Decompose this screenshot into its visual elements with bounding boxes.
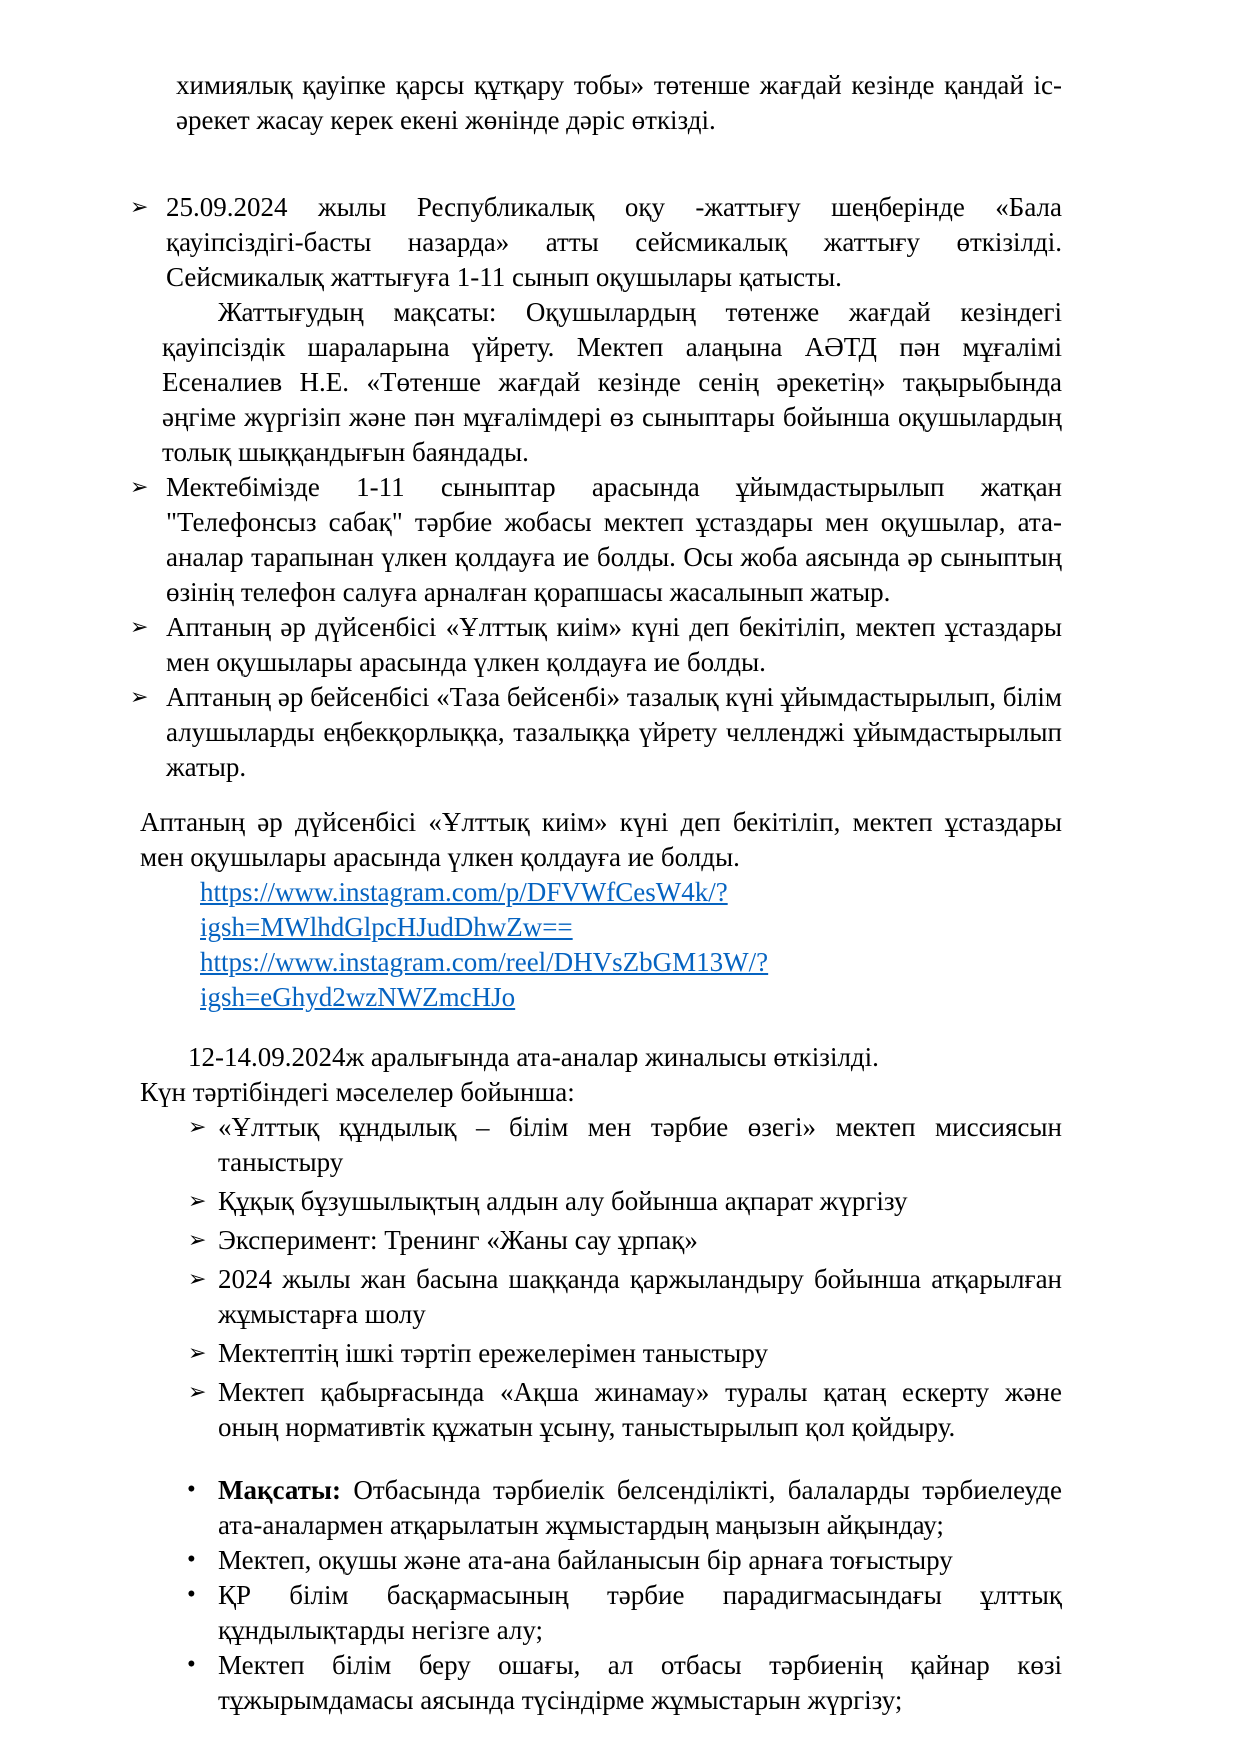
vertical-spacer — [140, 1449, 1062, 1473]
goal-text: Мектеп, оқушы және ата-ана байланысын бір арнаға тоғыстыру — [218, 1545, 953, 1575]
activity-text: Мектебімізде 1-11 сыныптар арасында ұйымдастырылып жатқан "Телефонсыз сабақ" тәрбие жобасы мектеп ұстаздары мен оқушылар, ата-аналар тарапынан үлкен қолдауға ие болды. Осы жоба аясында әр сыныптың өзінің телефон салуға арналған қорапшасы жасалынып жатыр. — [166, 472, 1062, 607]
agenda-list-item — [190, 1110, 1062, 1180]
activity-text: Аптаның әр дүйсенбісі «Ұлттық киім» күні деп бекітіліп, мектеп ұстаздары мен оқушылары арасында үлкен қолдауға ие болды. — [166, 612, 1062, 677]
agenda-text: Мектептің ішкі тәртіп ережелерімен таныстыру — [218, 1338, 768, 1368]
arrow-bullet-icon: ➢ — [188, 1228, 207, 1253]
intro-continuation-paragraph: химиялық қауіпке қарсы құтқару тобы» төтенше жағдай кезінде қандай іс-әрекет жасау керек екені жөнінде дәріс өткізді. — [176, 70, 1062, 135]
link-row — [200, 875, 1062, 945]
agenda-list — [140, 1110, 1062, 1445]
goal-body: Отбасында тәрбиелік белсенділікті, балаларды тәрбиелеуде ата-аналармен атқарылатын жұмыстардың маңызын айқындау; — [218, 1475, 1062, 1540]
dot-bullet-icon: • — [187, 1476, 196, 1503]
agenda-text: Мектеп қабырғасында «Ақша жинамау» туралы қатаң ескерту және оның нормативтік құжатын ұсыну, таныстырылып қол қойдыру. — [218, 1377, 1062, 1442]
dot-bullet-icon: • — [187, 1546, 196, 1573]
goals-list — [140, 1473, 1062, 1718]
arrow-bullet-icon: ➢ — [188, 1341, 207, 1366]
instagram-reel-link[interactable]: https://www.instagram.com/reel/DHVsZbGM13W/?igsh=eGhyd2wzNWZmcHJo — [200, 947, 769, 1012]
goal-list-item — [187, 1473, 1062, 1543]
agenda-list-item — [190, 1375, 1062, 1445]
arrow-bullet-icon: ➢ — [130, 615, 149, 640]
vertical-spacer — [140, 1015, 1062, 1040]
agenda-text: Эксперимент: Тренинг «Жаны сау ұрпақ» — [218, 1225, 698, 1255]
arrow-bullet-icon: ➢ — [188, 1189, 207, 1214]
arrow-bullet-icon: ➢ — [130, 685, 149, 710]
arrow-bullet-icon: ➢ — [130, 195, 149, 220]
vertical-spacer — [140, 785, 1062, 805]
goal-text: ҚР білім басқармасының тәрбие парадигмасындағы ұлттық құндылықтарды негізге алу; — [218, 1580, 1062, 1645]
agenda-heading: Күн тәртібіндегі мәселелер бойынша: — [140, 1077, 575, 1107]
vertical-spacer — [140, 138, 1062, 190]
agenda-list-item — [190, 1184, 1062, 1219]
activity-text: 25.09.2024 жылы Республикалық оқу -жаттығу шеңберінде «Бала қауіпсіздігі-басты назарда» атты сейсмикалық жаттығу өткізілді. Сейсмикалық жаттығуға 1-11 сынып оқушылары қатысты. — [166, 192, 1062, 292]
arrow-bullet-icon: ➢ — [188, 1267, 207, 1292]
arrow-bullet-icon: ➢ — [130, 475, 149, 500]
goal-lead-label: Мақсаты: — [218, 1475, 341, 1505]
links-block — [200, 875, 1062, 1015]
parents-meeting-paragraph: 12-14.09.2024ж аралығында ата-аналар жиналысы өткізілді. — [188, 1042, 879, 1072]
goal-list-item — [187, 1543, 1062, 1578]
national-dress-paragraph: Аптаның әр дүйсенбісі «Ұлттық киім» күні деп бекітіліп, мектеп ұстаздары мен оқушылары арасында үлкен қолдауға ие болды. — [140, 807, 1062, 872]
dot-bullet-icon: • — [187, 1581, 196, 1608]
agenda-list-item — [190, 1223, 1062, 1258]
agenda-text: 2024 жылы жан басына шаққанда қаржыландыру бойынша атқарылған жұмыстарға шолу — [218, 1264, 1062, 1329]
instagram-post-link[interactable]: https://www.instagram.com/p/DFVWfCesW4k/?igsh=MWlhdGlpcHJudDhwZw== — [200, 877, 728, 942]
activity-detail-paragraph: Жаттығудың мақсаты: Оқушылардың төтенже жағдай кезіндегі қауіпсіздік шараларына үйрету. Мектеп алаңына АӘТД пән мұғалімі Есеналиев Н.Е. «Төтенше жағдай кезінде сенің әрекетің» тақырыбында әңгіме жүргізіп және пән мұғалімдері өз сыныптары бойынша оқушылардың толық шыққандығын баяндады. — [162, 297, 1062, 467]
activities-list — [130, 190, 1062, 785]
arrow-bullet-icon: ➢ — [188, 1115, 207, 1140]
activity-list-item — [130, 470, 1062, 610]
activity-list-item — [130, 610, 1062, 680]
agenda-list-item — [190, 1336, 1062, 1371]
goal-text — [218, 1475, 1062, 1540]
activity-list-item — [130, 190, 1062, 470]
goal-text: Мектеп білім беру ошағы, ал отбасы тәрбиенің қайнар көзі тұжырымдамасы аясында түсіндірме жұмыстарын жүргізу; — [218, 1650, 1062, 1715]
activity-list-item — [130, 680, 1062, 785]
activity-text: Аптаның әр бейсенбісі «Таза бейсенбі» тазалық күні ұйымдастырылып, білім алушыларды еңбекқорлыққа, тазалыққа үйрету челленджі ұйымдастырылып жатыр. — [166, 682, 1062, 782]
goal-list-item — [187, 1578, 1062, 1648]
agenda-list-item — [190, 1262, 1062, 1332]
agenda-text: «Ұлттық құндылық – білім мен тәрбие өзегі» мектеп миссиясын таныстыру — [218, 1112, 1062, 1177]
link-row — [200, 945, 1062, 1015]
agenda-text: Құқық бұзушылықтың алдын алу бойынша ақпарат жүргізу — [218, 1186, 908, 1216]
goal-list-item — [187, 1648, 1062, 1718]
dot-bullet-icon: • — [187, 1651, 196, 1678]
arrow-bullet-icon: ➢ — [188, 1380, 207, 1405]
